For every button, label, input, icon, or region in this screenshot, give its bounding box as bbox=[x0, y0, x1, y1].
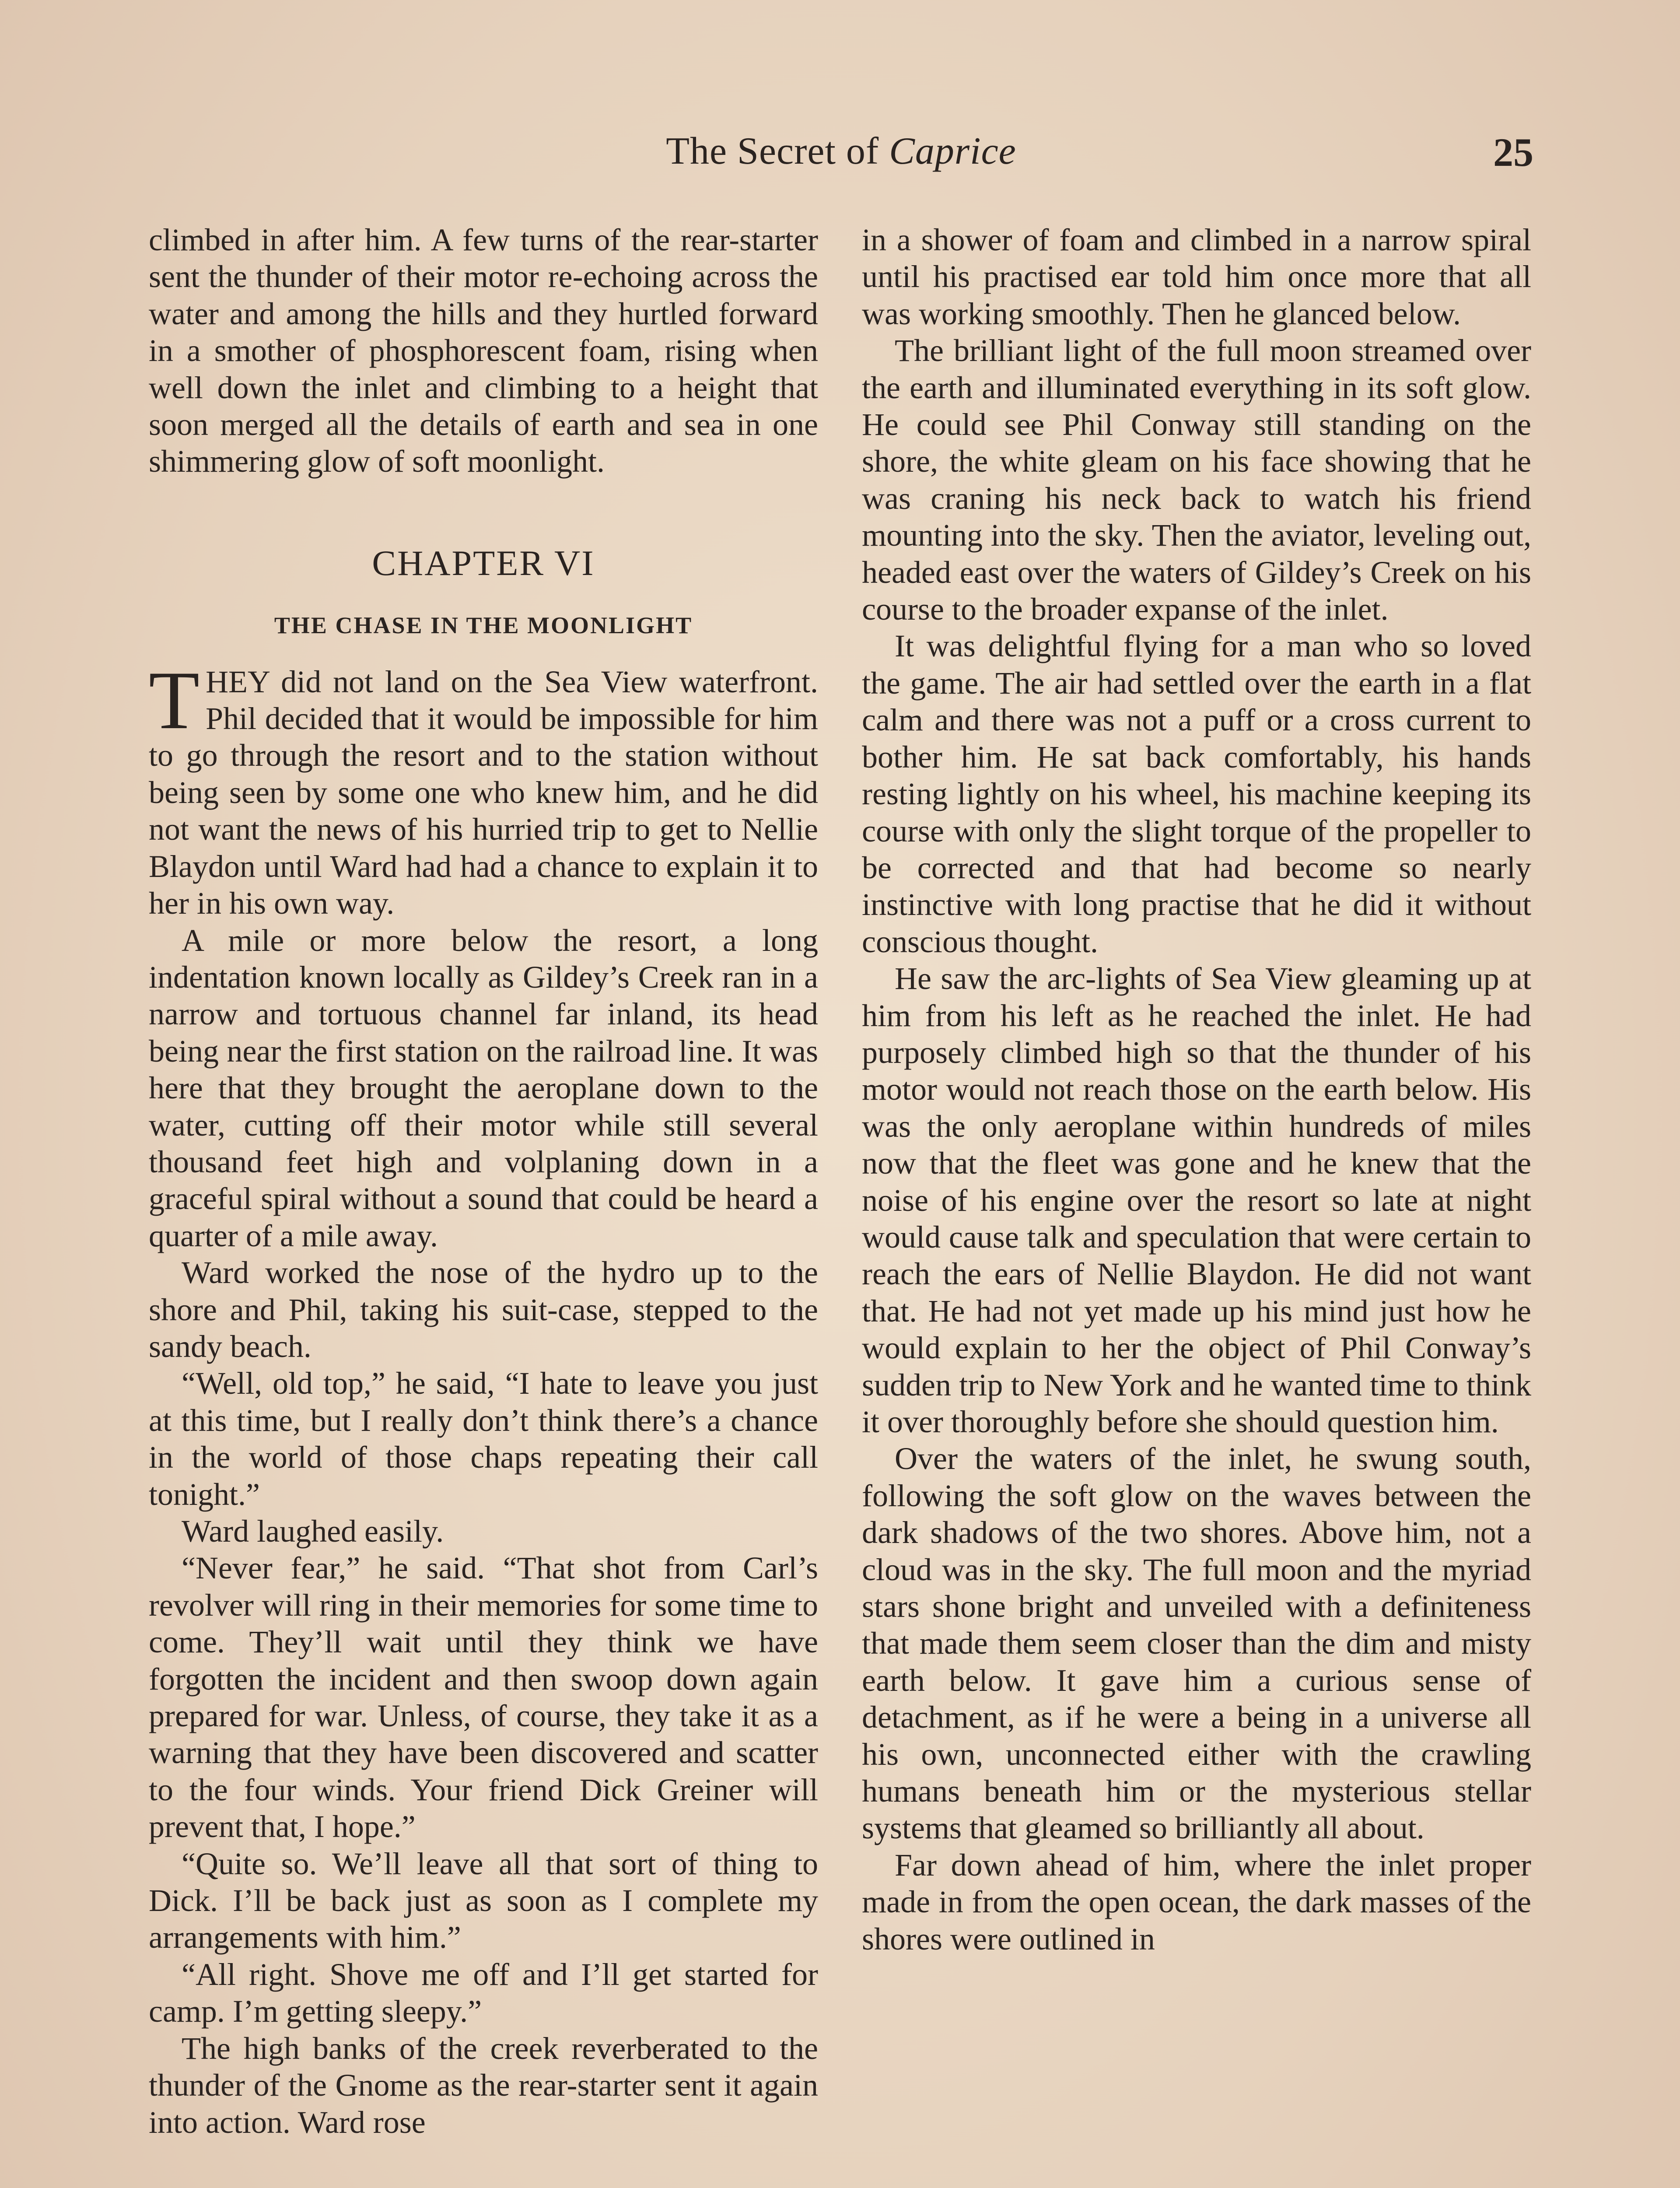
paragraph: “Never fear,” he said. “That shot from Carl’s revolver will ring in their memories for some time to come. They’ll wait until they think we have forgotten the incident and then swoop down again prepared for war. Unless, of course, they take it as a warning that they have been discovered and scatter to the four winds. Your friend Dick Greiner will prevent that, I hope.” bbox=[149, 1550, 818, 1844]
page-number: 25 bbox=[1493, 130, 1533, 175]
running-head-italic: Caprice bbox=[889, 130, 1016, 172]
chapter-title: CHAPTER VI bbox=[372, 543, 595, 583]
opening-paragraph bbox=[149, 654, 818, 922]
paragraph: A mile or more below the resort, a long indentation known locally as Gildey’s Creek ran in a narrow and tortuous channel far inland, its head being near the first station on the railroad line. It was here that they brought the aeroplane down to the water, cutting off their motor while still several thousand feet high and volplaning down in a graceful spiral without a sound that could be heard a quarter of a mile away. bbox=[149, 922, 818, 1253]
paragraph: Ward worked the nose of the hydro up to the shore and Phil, taking his suit-case, stepped to the sandy beach. bbox=[149, 1255, 818, 1364]
drop-cap: T bbox=[149, 654, 200, 747]
page-header bbox=[149, 129, 1533, 186]
paragraph: The brilliant light of the full moon streamed over the earth and illuminated everything in its soft glow. He could see Phil Conway still standing on the shore, the white gleam on his face showing that he was craning his neck back to watch his friend mounting into the sky. Then the aviator, leveling out, headed east over the waters of Gildey’s Creek on his course to the broader expanse of the inlet. bbox=[862, 333, 1531, 627]
paragraph: climbed in after him. A few turns of the rear-starter sent the thunder of their motor re-echoing across the water and among the hills and they hurtled forward in a smother of phosphorescent foam, rising when well down the inlet and climbing to a height that soon merged all the details of earth and sea in one shimmering glow of soft moonlight. bbox=[149, 222, 818, 479]
left-column bbox=[149, 221, 818, 2141]
paragraph: “All right. Shove me off and I’ll get started for camp. I’m getting sleepy.” bbox=[149, 1957, 818, 2029]
running-head-prefix: The Secret of bbox=[666, 130, 879, 172]
paragraph: in a shower of foam and climbed in a narrow spiral until his practised ear told him once more that all was working smoothly. Then he glanced below. bbox=[862, 222, 1531, 331]
paragraph: Over the waters of the inlet, he swung south, following the soft glow on the waves between the dark shadows of the two shores. Above him, not a cloud was in the sky. The full moon and the myriad stars shone bright and unveiled with a definiteness that made them seem closer than the dim and misty earth below. It gave him a curious sense of detachment, as if he were a being in a universe all his own, unconnected either with the crawling humans beneath him or the mysterious stellar systems that gleamed so brilliantly all about. bbox=[862, 1441, 1531, 1846]
chapter-subtitle: THE CHASE IN THE MOONLIGHT bbox=[274, 612, 693, 639]
right-column bbox=[862, 221, 1531, 1957]
paragraph: “Well, old top,” he said, “I hate to leave you just at this time, but I really don’t think there’s a chance in the world of those chaps repeating their call tonight.” bbox=[149, 1366, 818, 1512]
paragraph: The high banks of the creek reverberated to the thunder of the Gnome as the rear-starter sent it again into action. Ward rose bbox=[149, 2030, 818, 2140]
paragraph: He saw the arc-lights of Sea View gleaming up at him from his left as he reached the inlet. He had purposely climbed high so that the thunder of his motor would not reach those on the earth below. His was the only aeroplane within hundreds of miles now that the fleet was gone and he knew that the noise of his engine over the resort so late at night would cause talk and speculation that were certain to reach the ears of Nellie Blaydon. He did not want that. He had not yet made up his mind just how he would explain to her the object of Phil Conway’s sudden trip to New York and he wanted time to think it over thoroughly before she should question him. bbox=[862, 961, 1531, 1439]
paragraph: “Quite so. We’ll leave all that sort of thing to Dick. I’ll be back just as soon as I complete my arrangements with him.” bbox=[149, 1846, 818, 1955]
opening-paragraph-text: HEY did not land on the Sea View waterfront. Phil decided that it would be impossible for him to go through the resort and to the station without being seen by some one who knew him, and he did not want the news of his hurried trip to get to Nellie Blaydon until Ward had had a chance to explain it to her in his own way. bbox=[149, 664, 818, 921]
paragraph: Far down ahead of him, where the inlet proper made in from the open ocean, the dark masses of the shores were outlined in bbox=[862, 1847, 1531, 1957]
paragraph: It was delightful flying for a man who so loved the game. The air had settled over the earth in a flat calm and there was not a puff or a cross current to bother him. He sat back comfortably, his hands resting lightly on his wheel, his machine keeping its course with only the slight torque of the propeller to be corrected and that had become so nearly instinctive with long practise that he did it without conscious thought. bbox=[862, 628, 1531, 959]
paragraph: Ward laughed easily. bbox=[182, 1514, 444, 1549]
running-head bbox=[149, 129, 1533, 173]
